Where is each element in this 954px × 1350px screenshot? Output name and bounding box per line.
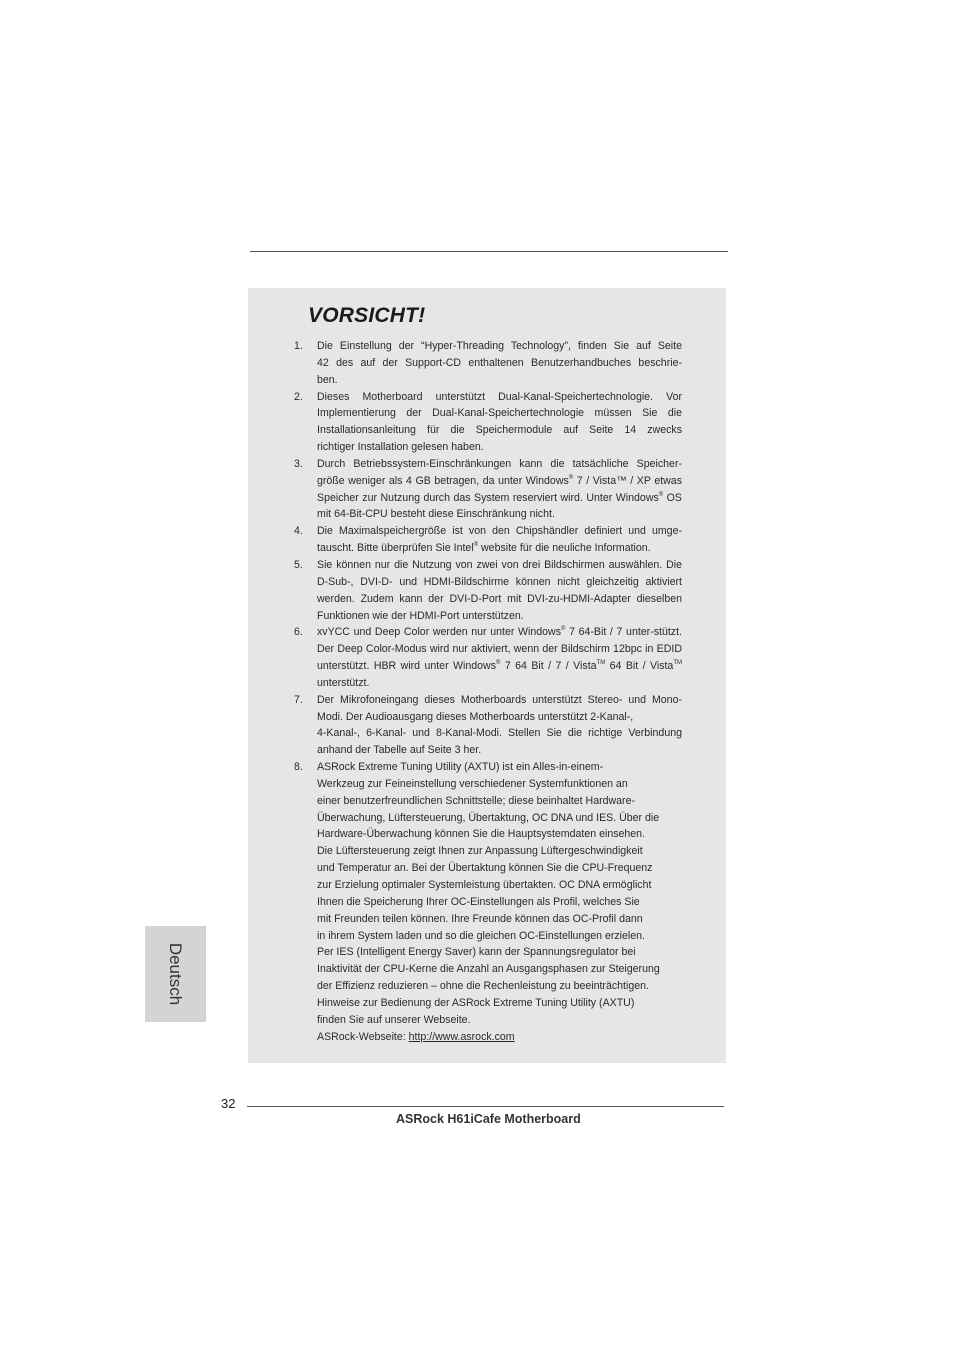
language-tab-label: Deutsch: [166, 942, 185, 1006]
item-number: 8.: [294, 761, 303, 774]
item-number: 7.: [294, 693, 303, 706]
caution-list: [290, 338, 682, 1045]
page-number: 32: [221, 1096, 236, 1111]
list-item: 2. Dieses Motherboard unterstützt Dual-Kanal-Speichertechnologie. Vor Implementierung der Dual-Kanal-Speichertechnologie müssen Sie die Installationsanleitung für die Speichermodule auf Seite 14 zwecks richtiger Installation gelesen haben.: [294, 390, 682, 454]
item-number: 5.: [294, 558, 303, 571]
item-text: Durch Betriebssystem-Einschränkungen kann die tatsächliche Speicher-größe weniger als 4 GB betragen, da unter Windows® 7 / Vista™ / XP etwas Speicher zur Nutzung durch das System reserviert wird. Unter Windows® OS mit 64-Bit-CPU besteht diese Einschränkung nicht.: [317, 457, 682, 521]
top-rule: [250, 251, 728, 252]
caution-heading: VORSICHT!: [308, 304, 426, 327]
list-item: [290, 523, 682, 557]
list-item: [290, 557, 682, 624]
list-item: [290, 624, 682, 691]
list-item: 1. Die Einstellung der “Hyper-Threading Technology”, finden Sie auf Seite 42 des auf der Support-CD enthaltenen Benutzerhandbuches beschrie- ben.: [294, 340, 682, 386]
item-number: 1.: [294, 340, 303, 352]
item-number: 6.: [294, 626, 303, 639]
item-number: 2.: [294, 390, 303, 403]
website-line: ASRock-Webseite: http://www.asrock.com: [317, 1030, 515, 1043]
item-text: Sie können nur die Nutzung von zwei von drei Bildschirmen auswählen. Die D-Sub-, DVI-D- und HDMI-Bildschirme können nicht gleichzeitig aktiviert werden. Zudem kann der DVI-D-Port mit DVI-zu-HDMI-Adapter dieselben Funktionen wie der HDMI-Port unterstützen.: [317, 558, 682, 622]
list-item: 7. Der Mikrofoneingang dieses Motherboards unterstützt Stereo- und Mono- Modi. Der Audioausgang dieses Motherboards unterstützt 2-Kanal-, 4-Kanal-, 6-Kanal- und 8-Kanal-Modi. Stellen Sie die richtige Verbindung anhand der Tabelle auf Seite 3 her.: [294, 693, 682, 757]
list-item: [290, 456, 682, 523]
footer-rule: [247, 1106, 724, 1107]
asrock-website-link[interactable]: http://www.asrock.com: [408, 1030, 515, 1043]
item-text: xvYCC und Deep Color werden nur unter Windows® 7 64-Bit / 7 unter-stützt. Der Deep Color-Modus wird nur aktiviert, wenn der Bildschirm 12bpc in EDID unterstützt. HBR wird unter Windows® 7 64 Bit / 7 / Vista™ 64 Bit / Vista™ unterstützt.: [317, 626, 682, 689]
item-number: 3.: [294, 457, 303, 470]
list-item: 8. ASRock Extreme Tuning Utility (AXTU) ist ein Alles-in-einem- Werkzeug zur Feineinstellung verschiedener Systemfunktionen an einer benutzerfreundlichen Schnittstelle; diese beinhaltet Hardware- Überwachung, Lüftersteuerung, Übertaktung, OC DNA und IES. Über die Hardware-Überwachung können Sie die Hauptsystemdaten einsehen. Die Lüftersteuerung zeigt Ihnen zur Anpassung Lüftergeschwindigkeit und Temperatur an. Bei der Übertaktung können Sie die CPU-Frequenz zur Erzielung optimaler Systemleistung übertakten. OC DNA ermöglicht Ihnen die Speicherung Ihrer OC-Einstellungen als Profil, welches Sie mit Freunden teilen können. Ihre Freunde können das OC-Profil dann in ihrem System laden und so die gleichen OC-Einstellungen erzielen. Per IES (Intelligent Energy Saver) kann der Spannungsregulator bei Inaktivität der CPU-Kerne die Anzahl an Ausgangsphasen zur Steigerung der Effizienz reduzieren – ohne die Rechenleistung zu beeinträchtigen. Hinweise zur Bedienung der ASRock Extreme Tuning Utility (AXTU) finden Sie auf unserer Webseite. ASRock-Webseite: http://www.asrock.com: [290, 759, 682, 1045]
footer-title: ASRock H61iCafe Motherboard: [396, 1112, 581, 1126]
item-text: Die Maximalspeichergröße ist von den Chipshändler definiert und umge-tauscht. Bitte überprüfen Sie Intel® website für die neuliche Information.: [317, 525, 682, 555]
item-number: 4.: [294, 525, 303, 538]
